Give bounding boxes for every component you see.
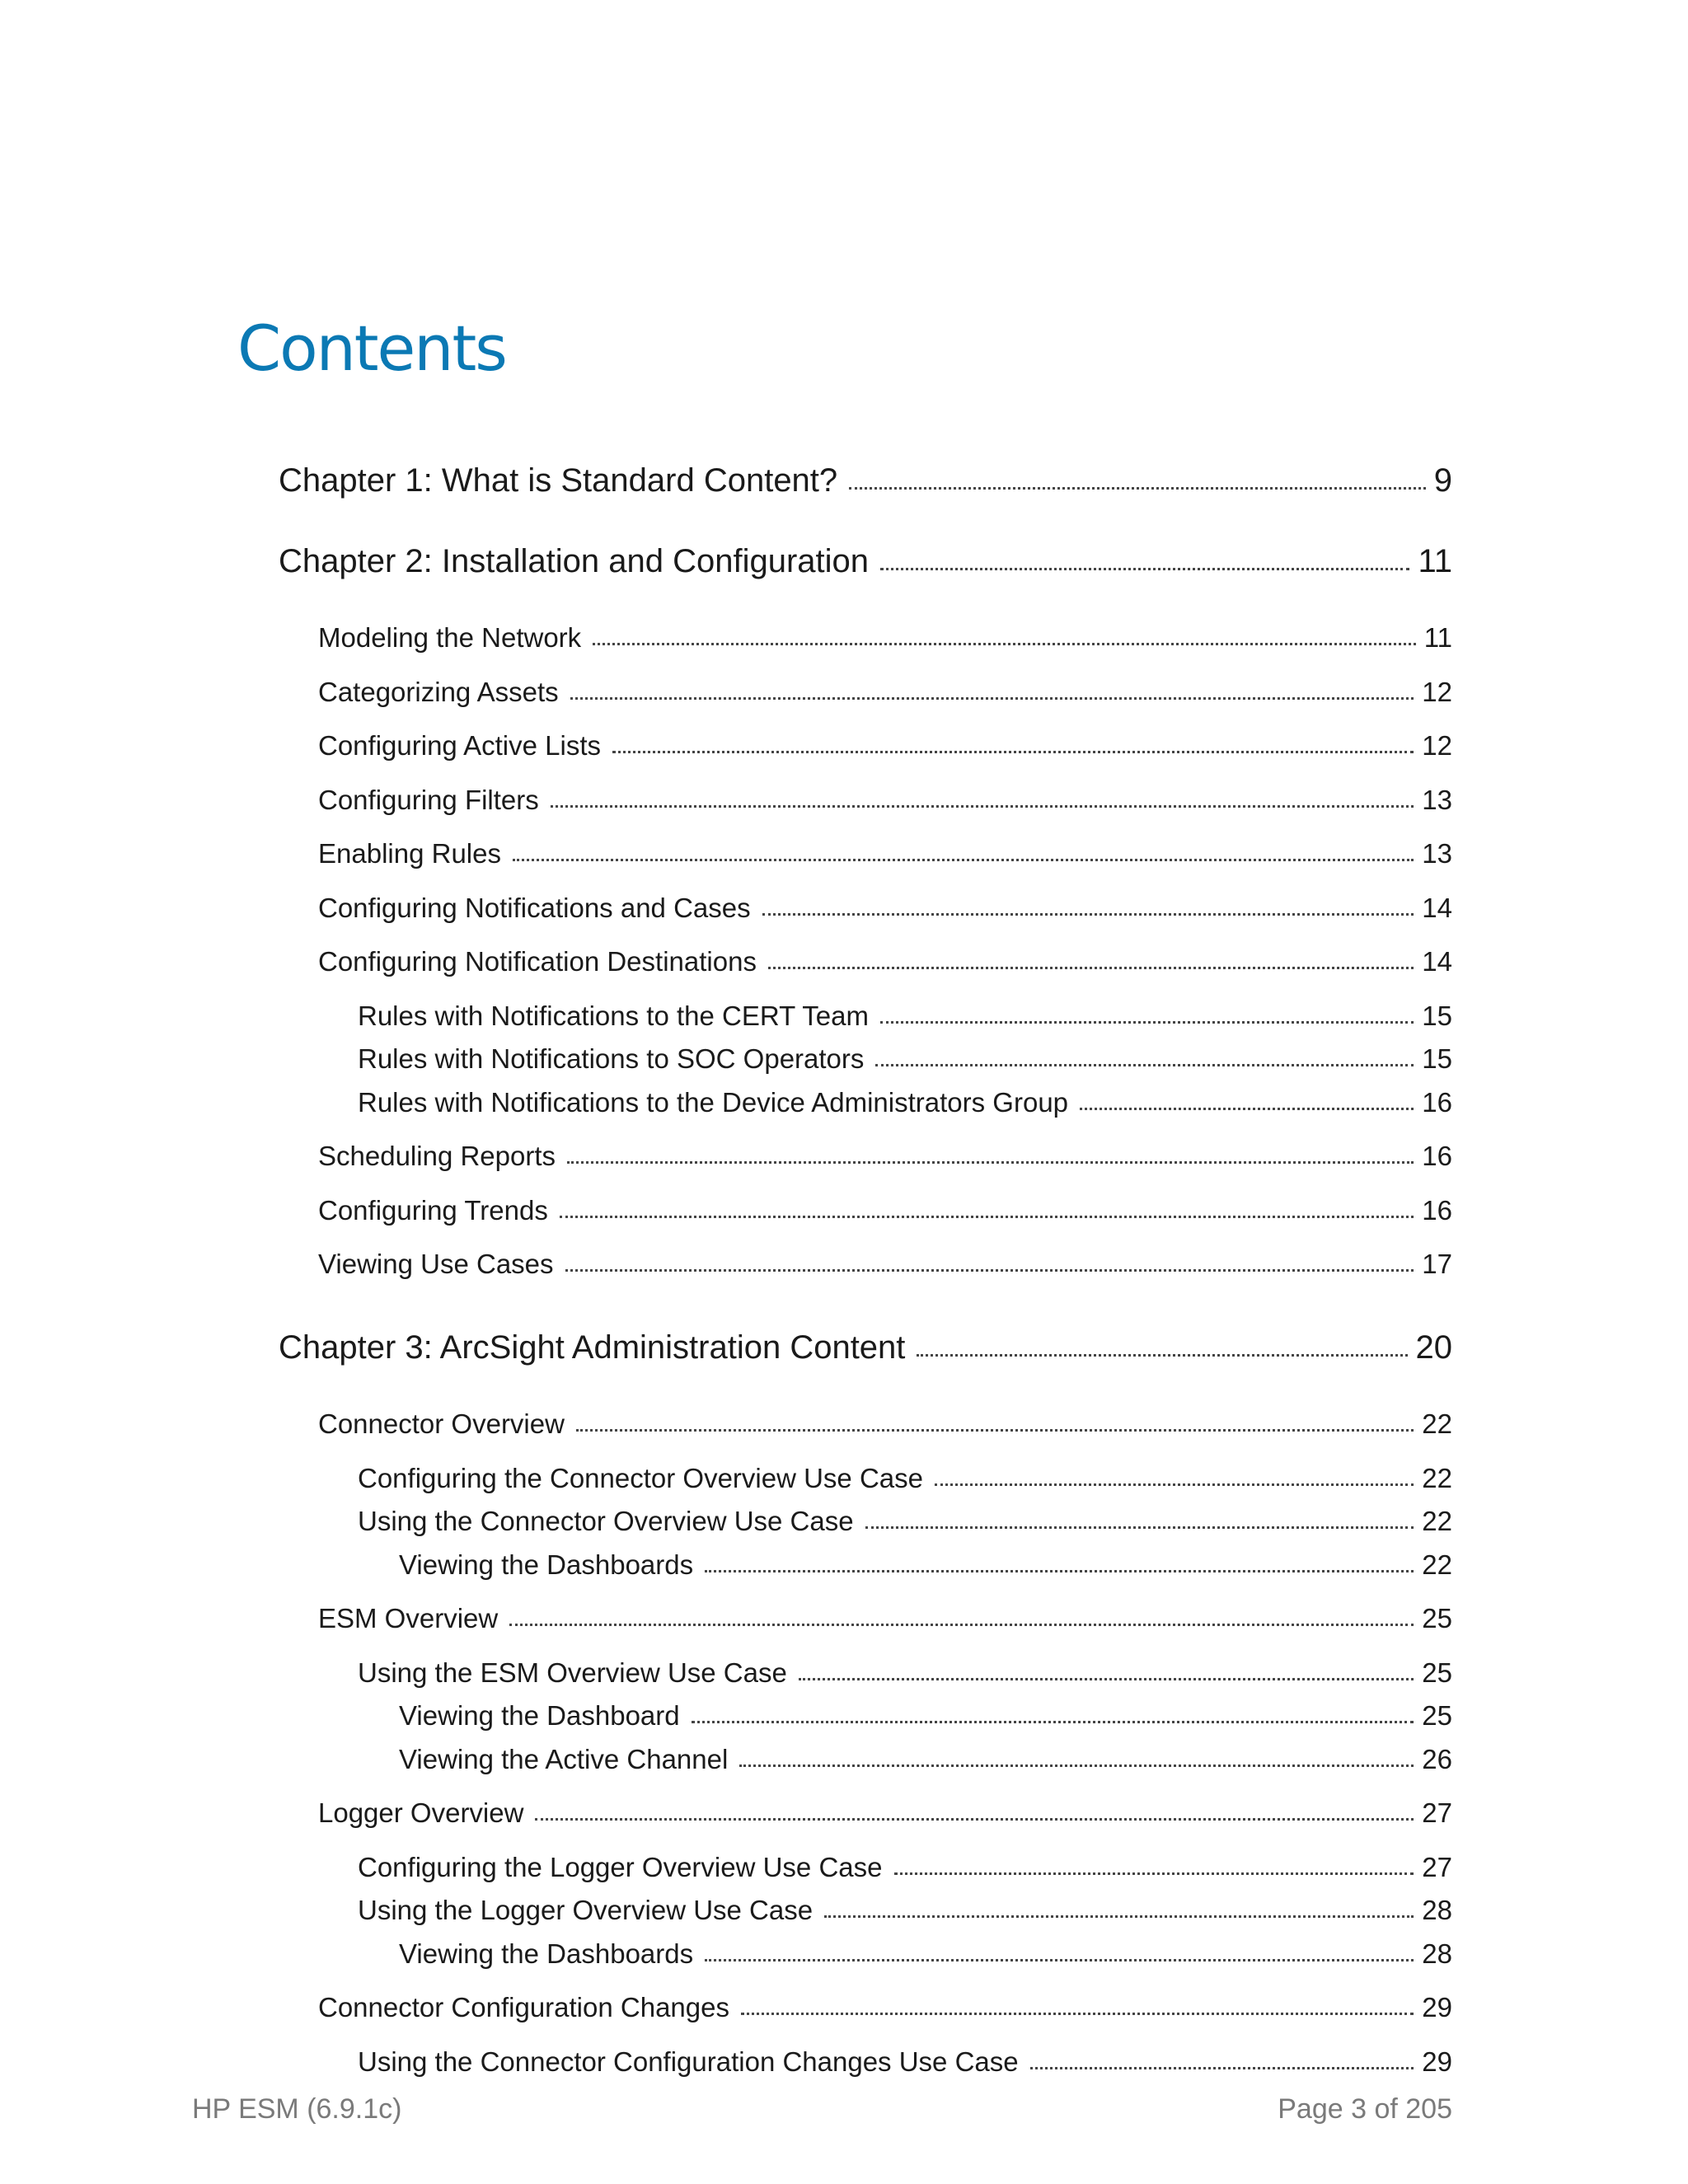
toc-entry-page-number: 17 <box>1422 1249 1452 1279</box>
toc-entry-label: Modeling the Network <box>318 622 582 653</box>
toc-entry[interactable] <box>279 727 1452 781</box>
toc-entry-label: Enabling Rules <box>318 838 501 869</box>
toc-entry[interactable] <box>279 1405 1452 1460</box>
toc-entry-page-number: 28 <box>1422 1895 1452 1925</box>
toc-entry-page-number: 14 <box>1422 946 1452 977</box>
toc-entry[interactable] <box>279 1137 1452 1192</box>
dot-leader <box>513 859 1414 861</box>
toc-entry-page-number: 28 <box>1422 1938 1452 1969</box>
toc-entry[interactable] <box>279 1600 1452 1654</box>
toc-entry-label: Scheduling Reports <box>318 1141 556 1171</box>
toc-entry-page-number: 27 <box>1422 1851 1452 1882</box>
dot-leader <box>849 487 1426 490</box>
toc-entry[interactable] <box>279 619 1452 673</box>
dot-leader <box>692 1721 1414 1723</box>
toc-entry-label: Chapter 1: What is Standard Content? <box>279 462 838 499</box>
dot-leader <box>762 913 1414 916</box>
dot-leader <box>875 1064 1414 1066</box>
toc-entry-label: Viewing the Dashboards <box>399 1549 694 1580</box>
toc-entry-page-number: 25 <box>1422 1603 1452 1633</box>
toc-entry[interactable] <box>279 1192 1452 1246</box>
dot-leader <box>799 1678 1414 1680</box>
toc-entry-page-number: 12 <box>1422 676 1452 707</box>
toc-entry-page-number: 22 <box>1422 1506 1452 1536</box>
toc-entry-page-number: 16 <box>1422 1086 1452 1118</box>
dot-leader <box>551 805 1414 808</box>
toc-entry[interactable] <box>279 673 1452 728</box>
toc-entry-label: Connector Configuration Changes <box>318 1992 729 2022</box>
toc-entry[interactable] <box>279 1084 1452 1138</box>
footer-page-number: Page 3 of 205 <box>1278 2093 1452 2125</box>
dot-leader <box>824 1915 1414 1918</box>
toc-entry-page-number: 11 <box>1418 543 1452 579</box>
toc-entry-page-number: 22 <box>1422 1549 1452 1580</box>
toc-entry-page-number: 15 <box>1422 1043 1452 1074</box>
toc-entry-page-number: 9 <box>1433 462 1452 499</box>
toc-entry[interactable] <box>279 943 1452 997</box>
toc-entry-label: Logger Overview <box>318 1797 524 1828</box>
toc-entry-label: Using the Logger Overview Use Case <box>358 1895 814 1925</box>
toc-entry[interactable] <box>279 1502 1452 1546</box>
toc-entry[interactable] <box>279 1245 1452 1324</box>
toc-entry-label: Configuring Notification Destinations <box>318 946 757 977</box>
dot-leader <box>741 2013 1414 2015</box>
dot-leader <box>739 1765 1414 1767</box>
dot-leader <box>935 1483 1414 1486</box>
toc-entry[interactable] <box>279 1654 1452 1698</box>
toc-entry-label: Using the Connector Overview Use Case <box>358 1506 854 1536</box>
dot-leader <box>705 1570 1414 1572</box>
toc-entry[interactable] <box>279 1794 1452 1849</box>
dot-leader <box>1030 2067 1414 2069</box>
toc-entry[interactable] <box>279 781 1452 836</box>
toc-entry-label: Configuring Filters <box>318 784 539 815</box>
toc-entry-page-number: 22 <box>1422 1408 1452 1439</box>
toc-entry[interactable] <box>279 1460 1452 1503</box>
dot-leader <box>560 1216 1414 1218</box>
toc-entry-label: Connector Overview <box>318 1408 565 1439</box>
toc-entry-label: Configuring Notifications and Cases <box>318 892 751 923</box>
toc-entry-label: Chapter 3: ArcSight Administration Content <box>279 1329 906 1366</box>
dot-leader <box>1080 1108 1414 1110</box>
toc-entry-page-number: 25 <box>1422 1700 1452 1731</box>
dot-leader <box>768 967 1414 969</box>
toc-entry-label: Viewing the Dashboard <box>399 1700 680 1731</box>
toc-entry[interactable] <box>279 2043 1452 2097</box>
toc-entry-page-number: 22 <box>1422 1462 1452 1493</box>
toc-entry-label: Chapter 2: Installation and Configuration <box>279 543 870 579</box>
dot-leader <box>894 1872 1414 1875</box>
toc-entry-page-number: 25 <box>1422 1657 1452 1688</box>
toc-entry-label: Configuring the Logger Overview Use Case <box>358 1851 883 1882</box>
toc-entry-page-number: 29 <box>1422 1992 1452 2022</box>
dot-leader <box>509 1624 1414 1626</box>
dot-leader <box>880 568 1409 570</box>
toc-entry[interactable] <box>279 1741 1452 1795</box>
toc-entry[interactable] <box>279 1935 1452 1990</box>
dot-leader <box>612 751 1414 753</box>
toc-entry-label: Rules with Notifications to the CERT Team <box>358 1000 869 1031</box>
toc-entry-label: Rules with Notifications to the Device Administrators Group <box>358 1086 1069 1118</box>
toc-entry-label: Viewing the Dashboards <box>399 1938 694 1969</box>
toc-chapter-entry[interactable] <box>279 1324 1452 1405</box>
toc-entry[interactable] <box>279 1989 1452 2043</box>
toc-chapter-entry[interactable] <box>279 538 1452 619</box>
dot-leader <box>570 697 1414 700</box>
toc-entry[interactable] <box>279 997 1452 1041</box>
toc-entry-page-number: 11 <box>1423 622 1452 653</box>
dot-leader <box>705 1959 1414 1961</box>
toc-entry-label: Using the ESM Overview Use Case <box>358 1657 787 1688</box>
toc-entry-page-number: 12 <box>1422 730 1452 761</box>
toc-entry[interactable] <box>279 889 1452 944</box>
toc-entry-label: Viewing the Active Channel <box>399 1743 729 1774</box>
toc-chapter-entry[interactable] <box>279 457 1452 538</box>
dot-leader <box>565 1269 1414 1272</box>
toc-entry-label: Categorizing Assets <box>318 676 559 707</box>
toc-entry-page-number: 16 <box>1422 1141 1452 1171</box>
dot-leader <box>917 1354 1407 1357</box>
table-of-contents <box>279 457 1452 2097</box>
dot-leader <box>593 643 1416 645</box>
toc-entry-label: Configuring Trends <box>318 1194 548 1226</box>
toc-entry-page-number: 26 <box>1422 1743 1452 1774</box>
toc-entry-label: Viewing Use Cases <box>318 1249 554 1279</box>
toc-entry-label: ESM Overview <box>318 1603 499 1633</box>
toc-entry[interactable] <box>279 1040 1452 1084</box>
dot-leader <box>576 1429 1414 1432</box>
dot-leader <box>567 1161 1414 1164</box>
toc-entry[interactable] <box>279 1891 1452 1935</box>
toc-entry-page-number: 20 <box>1415 1329 1452 1366</box>
toc-entry-label: Rules with Notifications to SOC Operators <box>358 1043 865 1074</box>
toc-entry[interactable] <box>279 835 1452 889</box>
toc-entry-page-number: 13 <box>1422 838 1452 869</box>
toc-entry-label: Configuring the Connector Overview Use Case <box>358 1462 923 1493</box>
dot-leader <box>865 1526 1414 1529</box>
dot-leader <box>535 1818 1414 1821</box>
toc-entry[interactable] <box>279 1546 1452 1601</box>
footer-product: HP ESM (6.9.1c) <box>192 2093 402 2125</box>
toc-entry-page-number: 13 <box>1422 784 1452 815</box>
dot-leader <box>880 1021 1414 1024</box>
toc-entry-label: Using the Connector Configuration Changes Use Case <box>358 2046 1019 2077</box>
toc-entry[interactable] <box>279 1697 1452 1741</box>
toc-entry-page-number: 27 <box>1422 1797 1452 1828</box>
toc-entry-page-number: 16 <box>1422 1194 1452 1226</box>
toc-entry-page-number: 29 <box>1422 2046 1452 2077</box>
toc-entry[interactable] <box>279 1849 1452 1892</box>
toc-entry-page-number: 14 <box>1422 892 1452 923</box>
page-title: Contents <box>237 312 506 385</box>
toc-entry-label: Configuring Active Lists <box>318 730 602 761</box>
toc-entry-page-number: 15 <box>1422 1000 1452 1031</box>
